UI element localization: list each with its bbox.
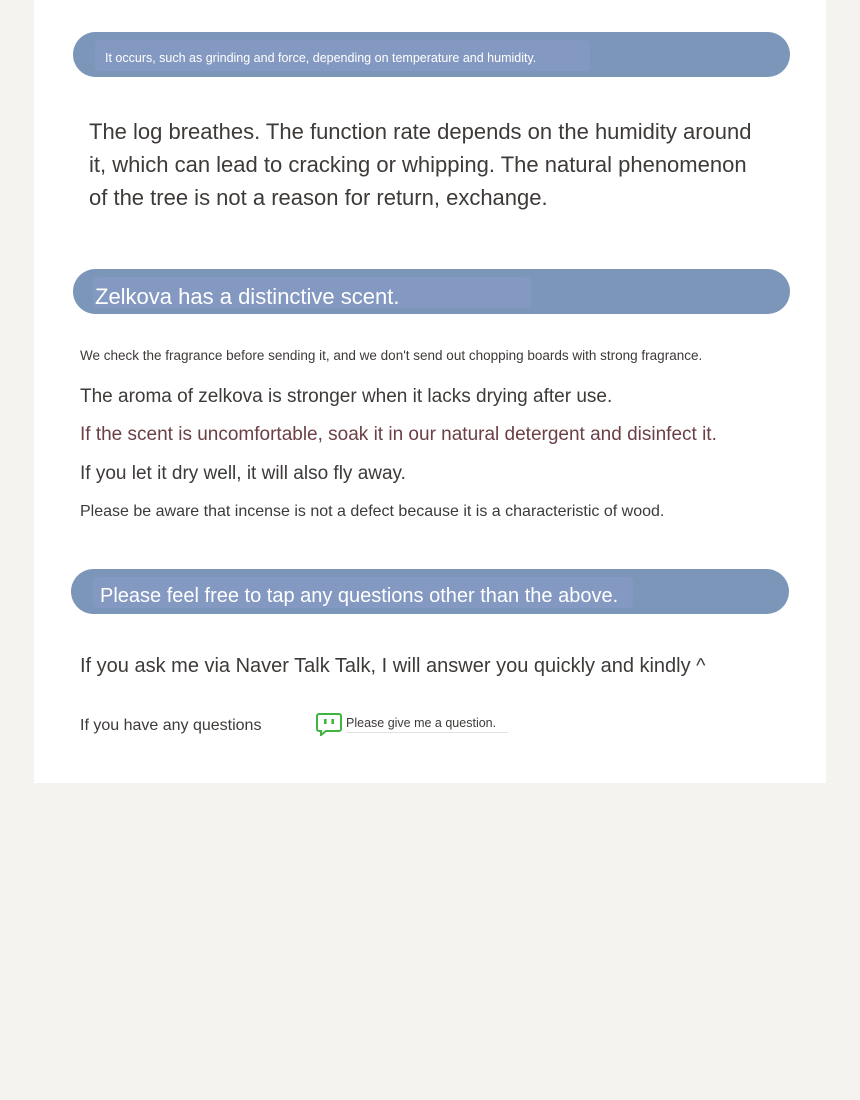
humidity-note-banner [73, 32, 790, 77]
questions-heading-text: Please feel free to tap any questions other than the above. [100, 585, 619, 607]
fragrance-check-text: We check the fragrance before sending it, and we don't send out chopping boards with strong fragrance. [80, 348, 703, 363]
aroma-text: The aroma of zelkova is stronger when it lacks drying after use. [80, 386, 613, 407]
talk-chat-icon [316, 712, 342, 736]
humidity-note-text: It occurs, such as grinding and force, depending on temperature and humidity. [105, 51, 537, 65]
incense-aware-text: Please be aware that incense is not a defect because it is a characteristic of wood. [80, 503, 665, 520]
questions-heading-banner [71, 569, 789, 614]
content-card [34, 0, 826, 783]
questions-label: If you have any questions [80, 717, 262, 734]
log-breathes-paragraph: The log breathes. The function rate depends on the humidity around it, which can lead to cracking or whipping. The natural phenomenon of the tree is not a reason for return, exchange. [89, 119, 752, 210]
scent-heading-banner [73, 269, 790, 314]
talk-talk-button[interactable] [316, 711, 508, 737]
scent-remedy-text: If the scent is uncomfortable, soak it in our natural detergent and disinfect it. [80, 424, 717, 445]
scent-heading-text: Zelkova has a distinctive scent. [95, 284, 400, 309]
talk-button-label: Please give me a question. [346, 716, 508, 733]
dry-text: If you let it dry well, it will also fly away. [80, 463, 406, 484]
naver-talk-text: If you ask me via Naver Talk Talk, I will answer you quickly and kindly ^ [80, 655, 706, 677]
